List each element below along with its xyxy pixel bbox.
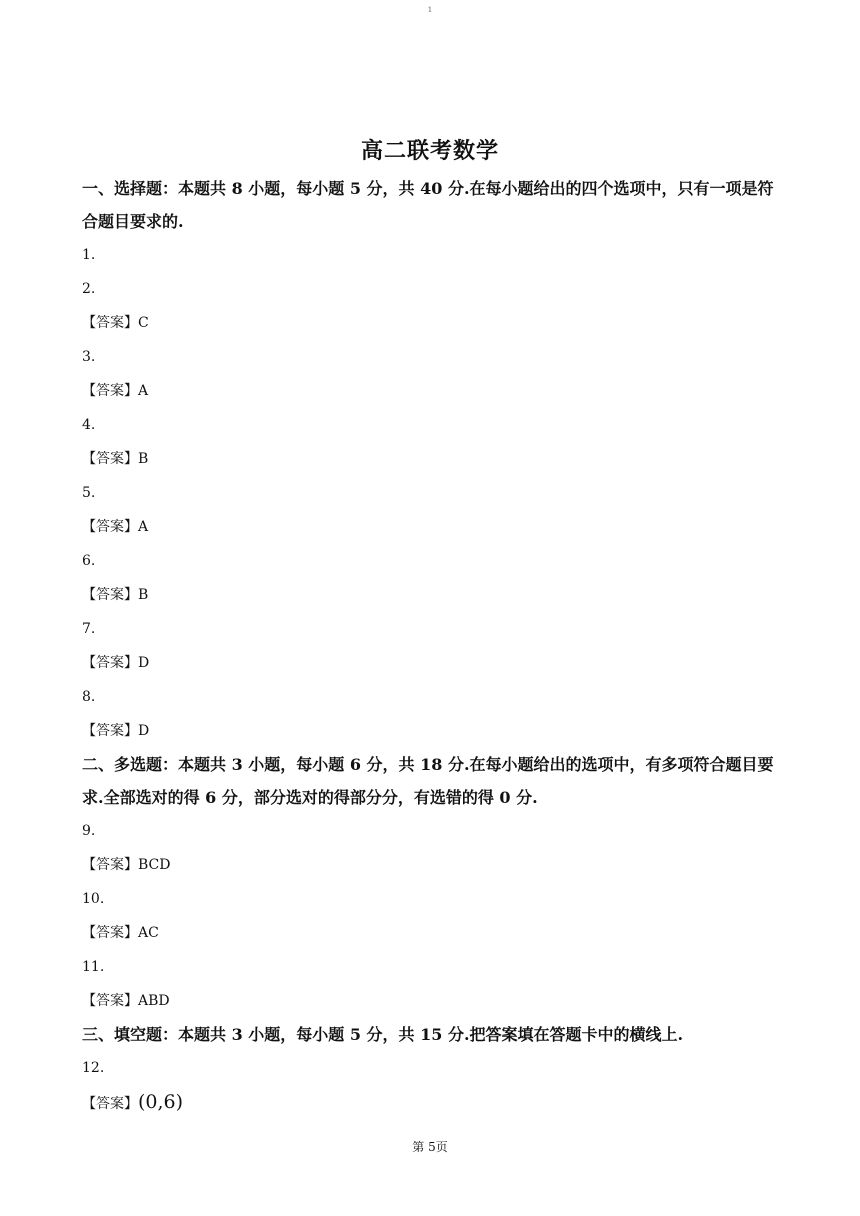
question-number: 10. [82, 891, 105, 907]
question-number: 2. [82, 281, 96, 297]
answer-line [82, 374, 782, 408]
answer-label: 【答案】 [82, 993, 138, 1009]
answer-line [82, 916, 782, 950]
answer-label: 【答案】 [82, 451, 138, 467]
page-marker: 1 [427, 6, 433, 14]
answer-line [82, 714, 782, 748]
answer-line [82, 442, 782, 476]
section-heading: 一、选择题：本题共 8 小题，每小题 5 分，共 40 分.在每小题给出的四个选项中，只有一项是符合题目要求的. [82, 179, 774, 231]
answer-label: 【答案】 [82, 925, 138, 941]
section-1 [82, 172, 782, 748]
question-number: 8. [82, 689, 96, 705]
answer-value: B [138, 587, 149, 603]
answer-value: BCD [138, 857, 171, 873]
answer-label: 【答案】 [82, 723, 138, 739]
answer-line [82, 510, 782, 544]
answer-label: 【答案】 [82, 383, 138, 399]
question-number: 11. [82, 959, 105, 975]
answer-value: A [138, 519, 149, 535]
answer-label: 【答案】 [82, 1096, 138, 1112]
document-title: 高二联考数学 [360, 138, 499, 164]
question-number: 12. [82, 1060, 105, 1076]
answer-value: ABD [138, 993, 170, 1009]
answer-value: C [138, 315, 149, 331]
section-heading: 三、填空题：本题共 3 小题，每小题 5 分，共 15 分.把答案填在答题卡中的横线上. [82, 1025, 684, 1044]
section-2 [82, 748, 782, 1018]
question-number: 3. [82, 349, 96, 365]
answer-value: B [138, 451, 149, 467]
question-number: 9. [82, 823, 96, 839]
question-number: 1. [82, 247, 96, 263]
answer-line [82, 1085, 782, 1119]
question-number: 7. [82, 621, 96, 637]
answer-value: D [138, 723, 150, 739]
document-body [82, 172, 782, 1119]
answer-label: 【答案】 [82, 587, 138, 603]
answer-value: A [138, 383, 149, 399]
section-heading: 二、多选题：本题共 3 小题，每小题 6 分，共 18 分.在每小题给出的选项中，有多项符合题目要求.全部选对的得 6 分，部分选对的得部分分，有选错的得 0 分. [82, 755, 774, 807]
answer-label: 【答案】 [82, 315, 138, 331]
question-number: 4. [82, 417, 96, 433]
section-3 [82, 1018, 782, 1119]
answer-value: D [138, 655, 150, 671]
answer-value: (0,6) [138, 1091, 184, 1113]
page-footer: 第 5页 [412, 1140, 448, 1154]
answer-line [82, 984, 782, 1018]
answer-label: 【答案】 [82, 519, 138, 535]
answer-label: 【答案】 [82, 857, 138, 873]
answer-value: AC [138, 925, 159, 941]
answer-line [82, 646, 782, 680]
question-number: 6. [82, 553, 96, 569]
answer-label: 【答案】 [82, 655, 138, 671]
answer-line [82, 306, 782, 340]
question-number: 5. [82, 485, 96, 501]
answer-line [82, 578, 782, 612]
answer-line [82, 848, 782, 882]
